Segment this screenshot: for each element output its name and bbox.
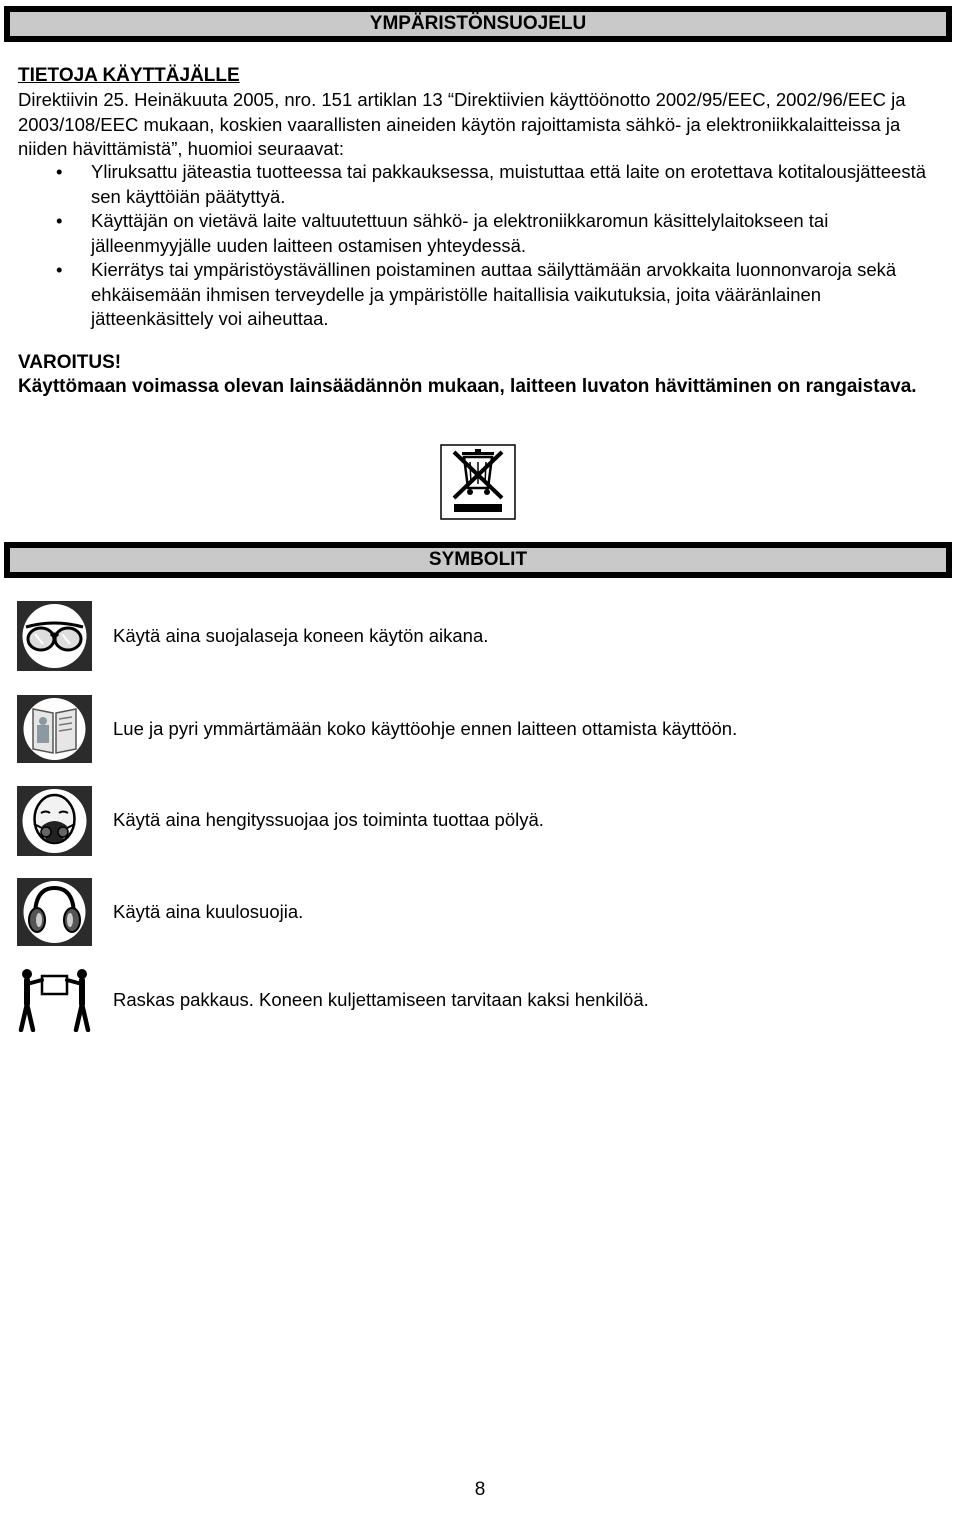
symbols-section-header (4, 542, 952, 578)
list-item: • Käyttäjän on vietävä laite valtuutettuun sähkö- ja elektroniikkaromun käsittelylaitokseen tai jälleenmyyjälle uuden laitteen ostamisen yhteydessä. (56, 210, 829, 256)
disposal-bullet-list (18, 160, 943, 332)
user-info-heading: TIETOJA KÄYTTÄJÄLLE (18, 65, 240, 86)
ear-protection-icon (17, 878, 92, 946)
safety-glasses-icon (17, 601, 92, 671)
page-number: 8 (474, 1479, 486, 1500)
symbol-text-glasses: Käytä aina suojalaseja koneen käytön aikana. (113, 625, 489, 646)
symbols-section-title: SYMBOLIT (428, 549, 528, 570)
two-person-lift-icon (17, 968, 92, 1032)
warning-text: Käyttömaan voimassa olevan lainsäädännön mukaan, laitteen luvaton hävittäminen on rangaistava. (18, 376, 917, 397)
crossed-out-wheelie-bin-icon (440, 444, 516, 520)
symbol-text-manual: Lue ja pyri ymmärtämään koko käyttöohje ennen laitteen ottamista käyttöön. (113, 718, 738, 739)
environment-section-header (4, 6, 952, 42)
symbol-text-ear: Käytä aina kuulosuojia. (113, 901, 304, 922)
environment-section-title: YMPÄRISTÖNSUOJELU (369, 13, 587, 34)
list-item: • Kierrätys tai ympäristöystävällinen poistaminen auttaa säilyttämään arvokkaita luonnonvaroja sekä ehkäisemään ihmisen terveydelle ja ympäristölle haitallisia vaikutuksia, joita vääränlainen jätteenkäsittely voi aiheuttaa. (56, 259, 897, 329)
read-manual-icon (17, 695, 92, 763)
list-item: • Yliruksattu jäteastia tuotteessa tai pakkauksessa, muistuttaa että laite on erotettava kotitalousjätteestä sen käyttöiän päätyttyä. (56, 161, 927, 207)
symbol-text-carry: Raskas pakkaus. Koneen kuljettamiseen tarvitaan kaksi henkilöä. (113, 989, 649, 1010)
respirator-mask-icon (17, 786, 92, 856)
symbol-text-mask: Käytä aina hengityssuojaa jos toiminta tuottaa pölyä. (113, 809, 544, 830)
directive-intro-text: Direktiivin 25. Heinäkuuta 2005, nro. 151 artiklan 13 “Direktiivien käyttöönotto 2002/95/EEC, 2002/96/EEC ja 2003/108/EEC mukaan, koskien vaarallisten aineiden käytön rajoittamista sähkö- ja elektroniikkalaitteissa ja niiden hävittämistä”, huomioi seuraavat: (18, 89, 906, 159)
warning-heading: VAROITUS! (18, 352, 122, 373)
